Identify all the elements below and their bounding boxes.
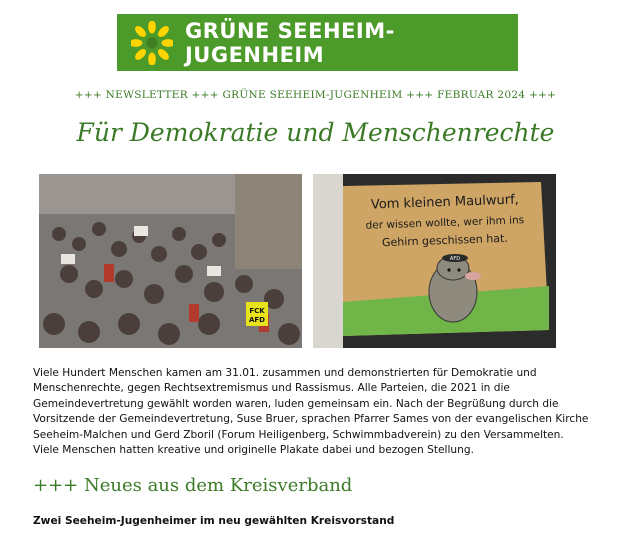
mole-hat-label: AFD (449, 256, 461, 262)
sign-line-2: der wissen wollte, wer ihm ins (365, 214, 525, 232)
sign-line-3: Gehirn geschissen hat. (381, 231, 509, 250)
newsletter-banner (117, 14, 518, 71)
fck-afd-sign-line2: AFD (248, 316, 266, 324)
section-subheading: Zwei Seeheim-Jugenheimer im neu gewählten Kreisvorstand (33, 515, 395, 527)
demonstration-crowd-photo (39, 174, 302, 348)
article-headline: Für Demokratie und Menschenrechte (76, 118, 555, 147)
banner-title: GRÜNE SEEHEIM-JUGENHEIM (184, 18, 395, 67)
sunflower-icon (131, 21, 173, 65)
protest-sign-photo (313, 174, 556, 348)
sign-line-1: Vom kleinen Maulwurf, (370, 192, 520, 213)
article-body: Viele Hundert Menschen kamen am 31.01. zusammen und demonstrierten für Demokratie und Menschenrechte, gegen Rechtsextremismus und Rassismus. Alle Parteien, die 2021 in die Gemeindevertretung gewählt worden waren, luden gemeinsam ein. Nach der Begrüßung durch die Vorsitzende der Gemeindevertretung, Suse Bruer, sprachen Pfarrer Sames von der evangelischen Kirche Seeheim-Malchen und Gerd Zboril (Forum Heiligenberg, Schwimmbadverein) zu den Versammelten. Viele Menschen hatten kreative und originelle Plakate dabei und bezogen Stellung. (33, 367, 589, 457)
newsletter-ticker: +++ NEWSLETTER +++ GRÜNE SEEHEIM-JUGENHEIM +++ FEBRUAR 2024 +++ (74, 89, 557, 101)
section-title: +++ Neues aus dem Kreisverband (33, 475, 353, 496)
fck-afd-sign-line1: FCK (249, 307, 265, 315)
